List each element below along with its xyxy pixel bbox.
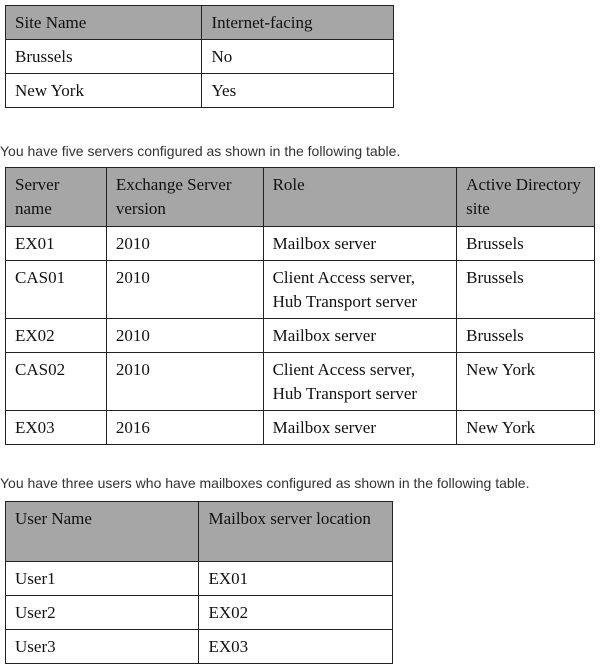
- table-cell: EX03: [199, 630, 393, 664]
- servers-intro-text: You have five servers configured as shown in the following table.: [0, 143, 401, 159]
- table-cell: User3: [6, 630, 199, 664]
- table-cell: Brussels: [457, 319, 595, 353]
- column-header-site-name: Site Name: [6, 6, 202, 40]
- table-row: [6, 630, 393, 664]
- users-table: [5, 501, 393, 664]
- table-row: [6, 40, 394, 74]
- column-header-exchange-version: Exchange Server version: [106, 168, 263, 227]
- table-cell: CAS02: [6, 353, 107, 411]
- table-cell: 2010: [106, 319, 263, 353]
- table-cell: 2010: [106, 353, 263, 411]
- table-cell: 2010: [106, 227, 263, 261]
- table-header-row: [6, 6, 394, 40]
- table-cell: Brussels: [457, 261, 595, 319]
- table-cell: EX02: [199, 596, 393, 630]
- table-cell: Yes: [202, 74, 394, 108]
- table-cell: 2010: [106, 261, 263, 319]
- table-cell: Client Access server, Hub Transport server: [263, 261, 457, 319]
- table-header-row: [6, 168, 595, 227]
- table-row: [6, 319, 595, 353]
- table-cell: EX03: [6, 411, 107, 445]
- table-row: [6, 353, 595, 411]
- column-header-server-name: Server name: [6, 168, 107, 227]
- sites-table: [5, 5, 394, 108]
- table-cell: 2016: [106, 411, 263, 445]
- table-cell: Brussels: [6, 40, 202, 74]
- column-header-user-name: User Name: [6, 502, 199, 562]
- table-cell: Mailbox server: [263, 227, 457, 261]
- table-row: [6, 74, 394, 108]
- table-cell: EX01: [6, 227, 107, 261]
- table-row: [6, 411, 595, 445]
- table-cell: Brussels: [457, 227, 595, 261]
- table-row: [6, 596, 393, 630]
- table-cell: CAS01: [6, 261, 107, 319]
- table-cell: New York: [457, 411, 595, 445]
- column-header-mailbox-server-location: Mailbox server location: [199, 502, 393, 562]
- table-row: [6, 227, 595, 261]
- table-header-row: [6, 502, 393, 562]
- table-cell: No: [202, 40, 394, 74]
- table-cell: User2: [6, 596, 199, 630]
- table-cell: Mailbox server: [263, 411, 457, 445]
- column-header-ad-site: Active Directory site: [457, 168, 595, 227]
- table-cell: New York: [6, 74, 202, 108]
- column-header-role: Role: [263, 168, 457, 227]
- table-row: [6, 261, 595, 319]
- users-intro-text: You have three users who have mailboxes configured as shown in the following table.: [0, 475, 530, 491]
- table-cell: EX02: [6, 319, 107, 353]
- table-cell: Mailbox server: [263, 319, 457, 353]
- table-cell: Client Access server, Hub Transport server: [263, 353, 457, 411]
- table-cell: User1: [6, 562, 199, 596]
- table-row: [6, 562, 393, 596]
- servers-table: [5, 167, 595, 445]
- table-cell: EX01: [199, 562, 393, 596]
- table-cell: New York: [457, 353, 595, 411]
- column-header-internet-facing: Internet-facing: [202, 6, 394, 40]
